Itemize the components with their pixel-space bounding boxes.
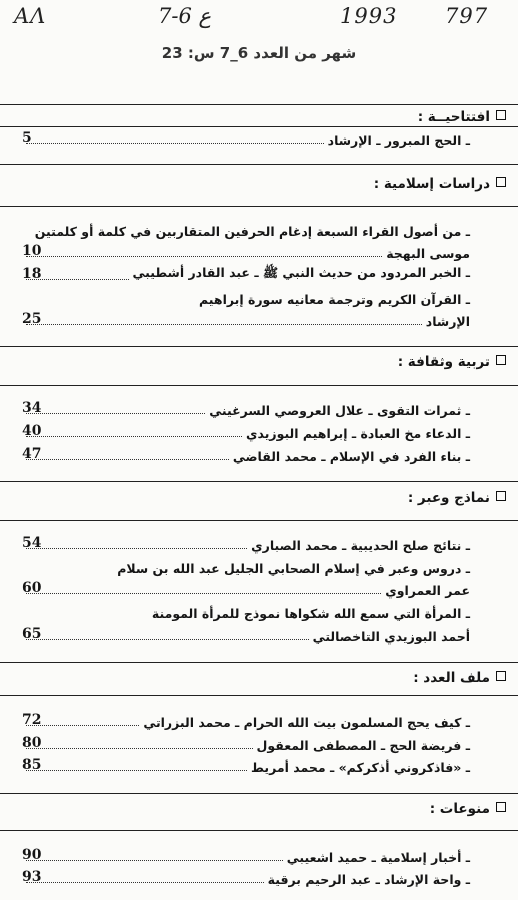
- entry-text: ـ من أصول القراء السبعة إدغام الحرفين المتقاربين في كلمة أو كلمتين: [34, 224, 470, 239]
- toc-entry: [22, 624, 470, 644]
- section-rule: [0, 662, 518, 663]
- section-title-education-culture: [398, 354, 506, 370]
- toc-entry: [22, 264, 470, 284]
- entry-text: ـ «فاذكروني أذكركم» ـ محمد أمريط: [251, 760, 470, 775]
- page-number: 34: [22, 400, 42, 416]
- leader-dots: [26, 638, 309, 640]
- entry-text: ـ كيف يحج المسلمون بيت الله الحرام ـ محمد البزراتي: [143, 715, 470, 730]
- entry-text: ـ الخبر المردود من حديث النبي ﷺ ـ عبد القادر أشطيبي: [132, 265, 470, 280]
- toc-entry: [22, 398, 470, 418]
- checkbox-square-icon: [496, 355, 506, 365]
- toc-entry: [22, 421, 470, 441]
- checkbox-square-icon: [496, 110, 506, 120]
- section-rule: [0, 793, 518, 794]
- section-rule: [0, 206, 518, 207]
- entry-text: الإرشاد: [425, 314, 470, 329]
- page-number: 90: [22, 847, 42, 863]
- handwritten-year: 1993: [340, 4, 398, 28]
- entry-text: ـ المرأة التي سمع الله شكواها نموذج للمرأة المومنة: [151, 606, 470, 621]
- entry-text: ـ القرآن الكريم وترجمة معانيه سورة إبراهيم: [199, 292, 470, 307]
- toc-entry: [22, 867, 470, 887]
- toc-entry: [22, 845, 470, 865]
- section-rule: [0, 164, 518, 165]
- handwritten-ref: AΛ: [14, 4, 47, 28]
- toc-entry: [22, 444, 470, 464]
- leader-dots: [26, 255, 382, 257]
- leader-dots: [26, 747, 253, 749]
- entry-text: ـ دروس وعبر في إسلام الصحابي الجليل عبد الله بن سلام: [117, 561, 470, 576]
- handwritten-date: 7-6 ع: [158, 4, 212, 28]
- toc-entry: [22, 710, 470, 730]
- page-number: 60: [22, 580, 42, 596]
- entry-text: ـ أخبار إسلامية ـ حميد اشعيبي: [286, 850, 470, 865]
- checkbox-square-icon: [496, 671, 506, 681]
- leader-dots: [26, 769, 247, 771]
- section-rule: [0, 695, 518, 696]
- section-title-opening: [418, 109, 506, 125]
- page-number: 10: [22, 243, 42, 259]
- toc-entry: [22, 241, 470, 261]
- page-number: 47: [22, 446, 42, 462]
- page-number: 65: [22, 626, 42, 642]
- issue-stamp: شهر من العدد 6_7 س: 23: [161, 44, 357, 62]
- section-title-label: منوعات :: [429, 801, 490, 817]
- entry-text: ـ نتائج صلح الحديبية ـ محمد الصباري: [251, 538, 470, 553]
- toc-entry: [22, 733, 470, 753]
- toc-entry: [22, 128, 470, 148]
- page-number: 5: [22, 130, 32, 146]
- entry-text: ـ ثمرات التقوى ـ علال العروصي السرغيني: [209, 403, 470, 418]
- page-number: 85: [22, 757, 42, 773]
- section-rule: [0, 346, 518, 347]
- leader-dots: [26, 323, 422, 325]
- entry-text: ـ واحة الإرشاد ـ عبد الرحيم برقية: [267, 872, 470, 887]
- section-title-models-lessons: [408, 490, 506, 506]
- toc-entry: [22, 755, 470, 775]
- section-rule: [0, 126, 518, 127]
- leader-dots: [26, 142, 324, 144]
- page-number: 54: [22, 535, 42, 551]
- leader-dots: [26, 412, 205, 414]
- leader-space: [26, 234, 31, 235]
- toc-entry: [22, 578, 470, 598]
- page-number: 40: [22, 423, 42, 439]
- page-number: 72: [22, 712, 42, 728]
- page-number: 80: [22, 735, 42, 751]
- page-number: 18: [22, 266, 42, 282]
- section-title-issue-file: [413, 670, 506, 686]
- page-number: 93: [22, 869, 42, 885]
- toc-entry: [22, 556, 470, 576]
- entry-text: ـ الحج المبرور ـ الإرشاد: [327, 133, 470, 148]
- handwritten-number: 797: [445, 4, 489, 28]
- checkbox-square-icon: [496, 802, 506, 812]
- section-title-label: تربية وثقافة :: [397, 354, 490, 370]
- leader-space: [26, 571, 113, 572]
- leader-dots: [26, 592, 381, 594]
- leader-dots: [26, 859, 283, 861]
- section-title-label: افتتاحيــة :: [417, 109, 490, 125]
- entry-text: ـ بناء الفرد في الإسلام ـ محمد القاضي: [232, 449, 470, 464]
- toc-entry: [22, 601, 470, 621]
- section-title-label: نماذج وعبر :: [407, 490, 490, 506]
- entry-text: ـ الدعاء مخ العبادة ـ إبراهيم البوزيدي: [246, 426, 470, 441]
- section-rule: [0, 520, 518, 521]
- entry-text: أحمد البوزيدي التاخصالتي: [312, 629, 470, 644]
- leader-dots: [26, 458, 229, 460]
- entry-text: ـ فريضة الحج ـ المصطفى المعقول: [256, 738, 470, 753]
- leader-dots: [26, 547, 247, 549]
- checkbox-square-icon: [496, 177, 506, 187]
- entry-text: عمر العمراوي: [385, 583, 470, 598]
- toc-entry: [22, 219, 470, 239]
- section-title-miscellany: [430, 801, 506, 817]
- section-rule: [0, 481, 518, 482]
- toc-entry: [22, 533, 470, 553]
- leader-space: [26, 616, 148, 617]
- section-rule: [0, 830, 518, 831]
- leader-dots: [26, 435, 242, 437]
- checkbox-square-icon: [496, 491, 506, 501]
- toc-entry: [22, 309, 470, 329]
- leader-dots: [26, 881, 264, 883]
- leader-space: [26, 302, 195, 303]
- section-rule: [0, 104, 518, 105]
- page-number: 25: [22, 311, 42, 327]
- section-title-label: ملف العدد :: [413, 670, 490, 686]
- section-title-islamic-studies: [374, 176, 506, 192]
- toc-entry: [22, 287, 470, 307]
- section-rule: [0, 385, 518, 386]
- section-title-label: دراسات إسلامية :: [373, 176, 490, 192]
- entry-text: موسى البهجة: [386, 246, 470, 261]
